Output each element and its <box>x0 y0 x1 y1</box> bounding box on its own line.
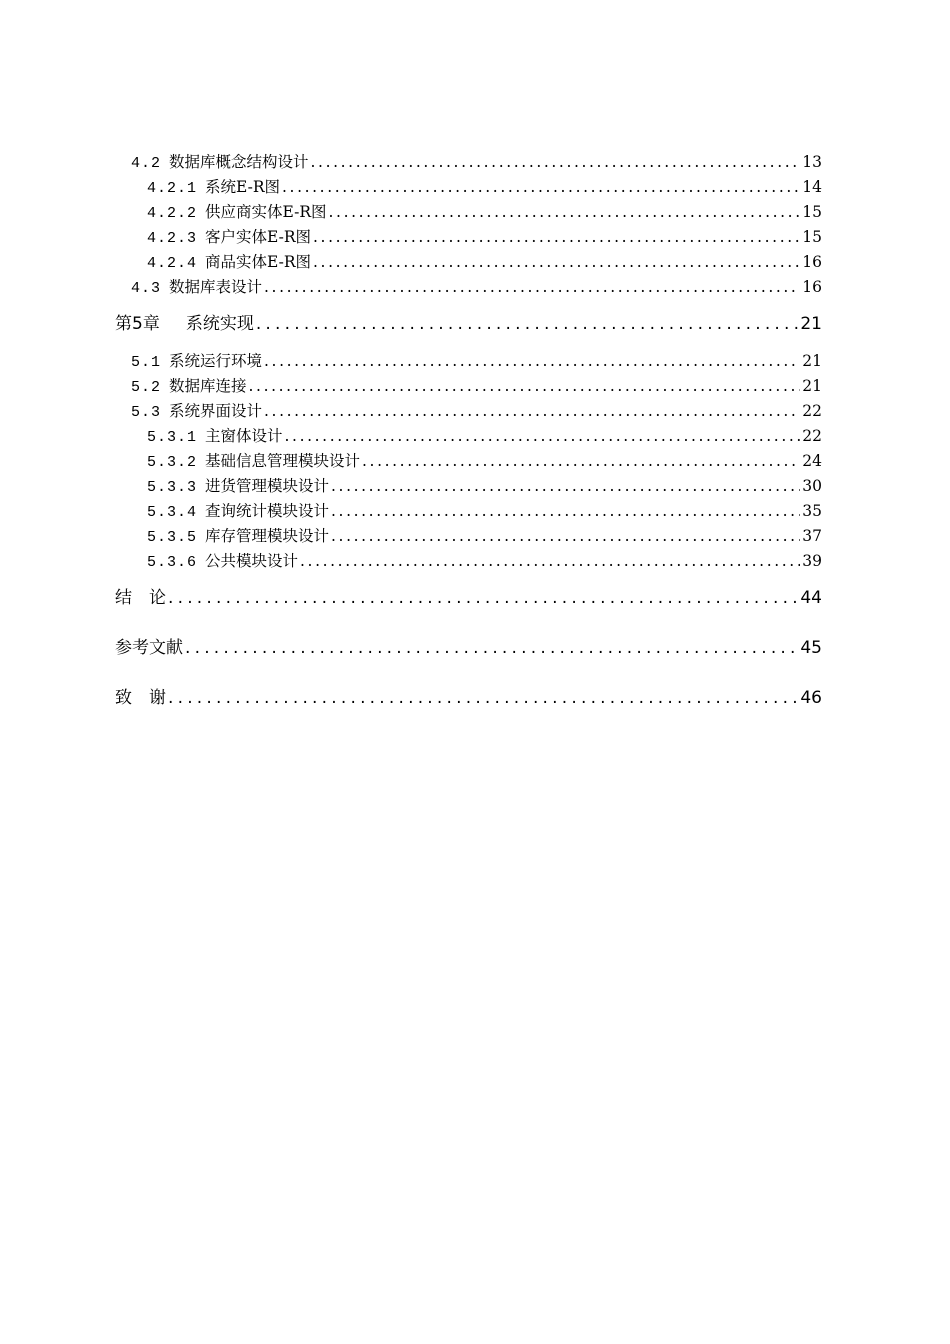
toc-entry[interactable] <box>147 251 822 273</box>
toc-entry-title: 结 论 <box>115 588 166 608</box>
toc-entry-label <box>147 201 327 223</box>
toc-leader-dots <box>362 450 800 472</box>
toc-entry-label <box>131 151 309 173</box>
toc-leader-dots <box>329 201 801 223</box>
toc-entry-page: 22 <box>802 402 822 420</box>
toc-entry-title: 系统运行环境 <box>169 352 263 370</box>
toc-entry-label <box>147 525 329 547</box>
toc-entry-title: 客户实体E-R图 <box>205 228 312 246</box>
toc-entry-title: 数据库概念结构设计 <box>169 153 309 171</box>
toc-entry[interactable] <box>147 226 822 248</box>
toc-entry-label <box>131 400 262 422</box>
toc-entry-page: 46 <box>800 688 822 708</box>
toc-entry-title: 商品实体E-R图 <box>205 253 312 271</box>
toc-entry-label <box>115 585 166 611</box>
toc-entry-title: 库存管理模块设计 <box>205 527 330 545</box>
toc-entry-page: 15 <box>802 228 822 246</box>
toc-entry-title: 致 谢 <box>115 688 166 708</box>
toc-entry-number: 5.3 <box>131 404 162 421</box>
toc-entry-label <box>147 176 280 198</box>
toc-entry[interactable] <box>147 525 822 547</box>
toc-entry[interactable] <box>131 350 822 372</box>
toc-entry-number: 4.2 <box>131 155 162 172</box>
toc-leader-dots <box>331 475 800 497</box>
toc-entry[interactable] <box>147 176 822 198</box>
toc-entry-label <box>147 425 283 447</box>
toc-entry[interactable] <box>131 151 822 173</box>
toc-entry[interactable] <box>147 201 822 223</box>
toc-entry-page: 30 <box>802 477 822 495</box>
toc-entry-title: 进货管理模块设计 <box>205 477 330 495</box>
toc-leader-dots <box>300 550 800 572</box>
toc-entry-label <box>131 350 262 372</box>
toc-leader-dots <box>168 685 798 711</box>
toc-entry-label <box>115 311 254 337</box>
toc-entry-title: 数据库表设计 <box>169 278 263 296</box>
toc-leader-dots <box>256 311 799 337</box>
toc-entry-title: 主窗体设计 <box>205 427 283 445</box>
toc-entry-label <box>147 450 360 472</box>
toc-entry-number: 4.2.1 <box>147 180 198 197</box>
toc-entry-page: 21 <box>802 352 822 370</box>
toc-entry-number: 第5章 <box>115 314 160 334</box>
toc-entry-page: 16 <box>802 278 822 296</box>
toc-chapter-entry[interactable] <box>115 311 822 337</box>
toc-leader-dots <box>331 500 800 522</box>
toc-entry-page: 35 <box>802 502 822 520</box>
toc-entry-title: 公共模块设计 <box>205 552 299 570</box>
toc-entry[interactable] <box>147 425 822 447</box>
toc-entry-label <box>115 685 166 711</box>
toc-chapter-entry[interactable] <box>115 635 822 661</box>
toc-entry-page: 15 <box>802 203 822 221</box>
toc-entry-number: 4.2.4 <box>147 255 198 272</box>
toc-entry-label <box>147 251 311 273</box>
toc-entry-title: 查询统计模块设计 <box>205 502 330 520</box>
toc-entry-page: 21 <box>800 314 822 334</box>
toc-entry-number: 5.3.3 <box>147 479 198 496</box>
toc-leader-dots <box>285 425 801 447</box>
toc-entry-label <box>147 550 298 572</box>
toc-leader-dots <box>311 151 801 173</box>
toc-entry-page: 16 <box>802 253 822 271</box>
toc-entry-number: 5.1 <box>131 354 162 371</box>
toc-entry-page: 44 <box>800 588 822 608</box>
toc-leader-dots <box>331 525 800 547</box>
toc-entry-title: 系统E-R图 <box>205 178 281 196</box>
toc-leader-dots <box>249 375 801 397</box>
toc-entry-label <box>147 500 329 522</box>
toc-entry-page: 39 <box>802 552 822 570</box>
toc-leader-dots <box>185 635 798 661</box>
toc-leader-dots <box>264 276 800 298</box>
toc-entry-label <box>115 635 183 661</box>
toc-chapter-entry[interactable] <box>115 585 822 611</box>
toc-entry-number: 4.2.2 <box>147 205 198 222</box>
toc-leader-dots <box>264 350 800 372</box>
toc-entry-page: 45 <box>800 638 822 658</box>
toc-entry-number: 5.3.1 <box>147 429 198 446</box>
toc-entry[interactable] <box>131 400 822 422</box>
toc-entry-number: 5.2 <box>131 379 162 396</box>
toc-entry-page: 13 <box>802 153 822 171</box>
toc-entry-title: 参考文献 <box>115 638 183 658</box>
toc-entry-title: 基础信息管理模块设计 <box>205 452 361 470</box>
toc-entry-page: 14 <box>802 178 822 196</box>
toc-leader-dots <box>168 585 798 611</box>
toc-entry[interactable] <box>147 475 822 497</box>
toc-entry-page: 21 <box>802 377 822 395</box>
toc-entry-page: 37 <box>802 527 822 545</box>
toc-entry[interactable] <box>147 450 822 472</box>
toc-entry-page: 22 <box>802 427 822 445</box>
toc-entry[interactable] <box>131 375 822 397</box>
toc-entry-number: 5.3.6 <box>147 554 198 571</box>
toc-entry-label <box>147 226 311 248</box>
toc-entry-number: 5.3.2 <box>147 454 198 471</box>
toc-entry-label <box>131 276 262 298</box>
toc-entry-number: 5.3.4 <box>147 504 198 521</box>
toc-entry-number: 4.3 <box>131 280 162 297</box>
toc-entry-number: 4.2.3 <box>147 230 198 247</box>
toc-entry-title: 系统实现 <box>185 314 254 334</box>
toc-leader-dots <box>313 226 800 248</box>
toc-leader-dots <box>313 251 800 273</box>
toc-chapter-entry[interactable] <box>115 685 822 711</box>
toc-entry-title: 系统界面设计 <box>169 402 263 420</box>
toc-entry-number: 5.3.5 <box>147 529 198 546</box>
toc-entry-title: 数据库连接 <box>169 377 247 395</box>
toc-entry[interactable] <box>147 500 822 522</box>
toc-entry[interactable] <box>147 550 822 572</box>
toc-entry-page: 24 <box>802 452 822 470</box>
toc-entry-title: 供应商实体E-R图 <box>205 203 327 221</box>
toc-leader-dots <box>282 176 800 198</box>
toc-entry-label <box>131 375 247 397</box>
toc-entry-label <box>147 475 329 497</box>
toc-entry[interactable] <box>131 276 822 298</box>
toc-leader-dots <box>264 400 800 422</box>
